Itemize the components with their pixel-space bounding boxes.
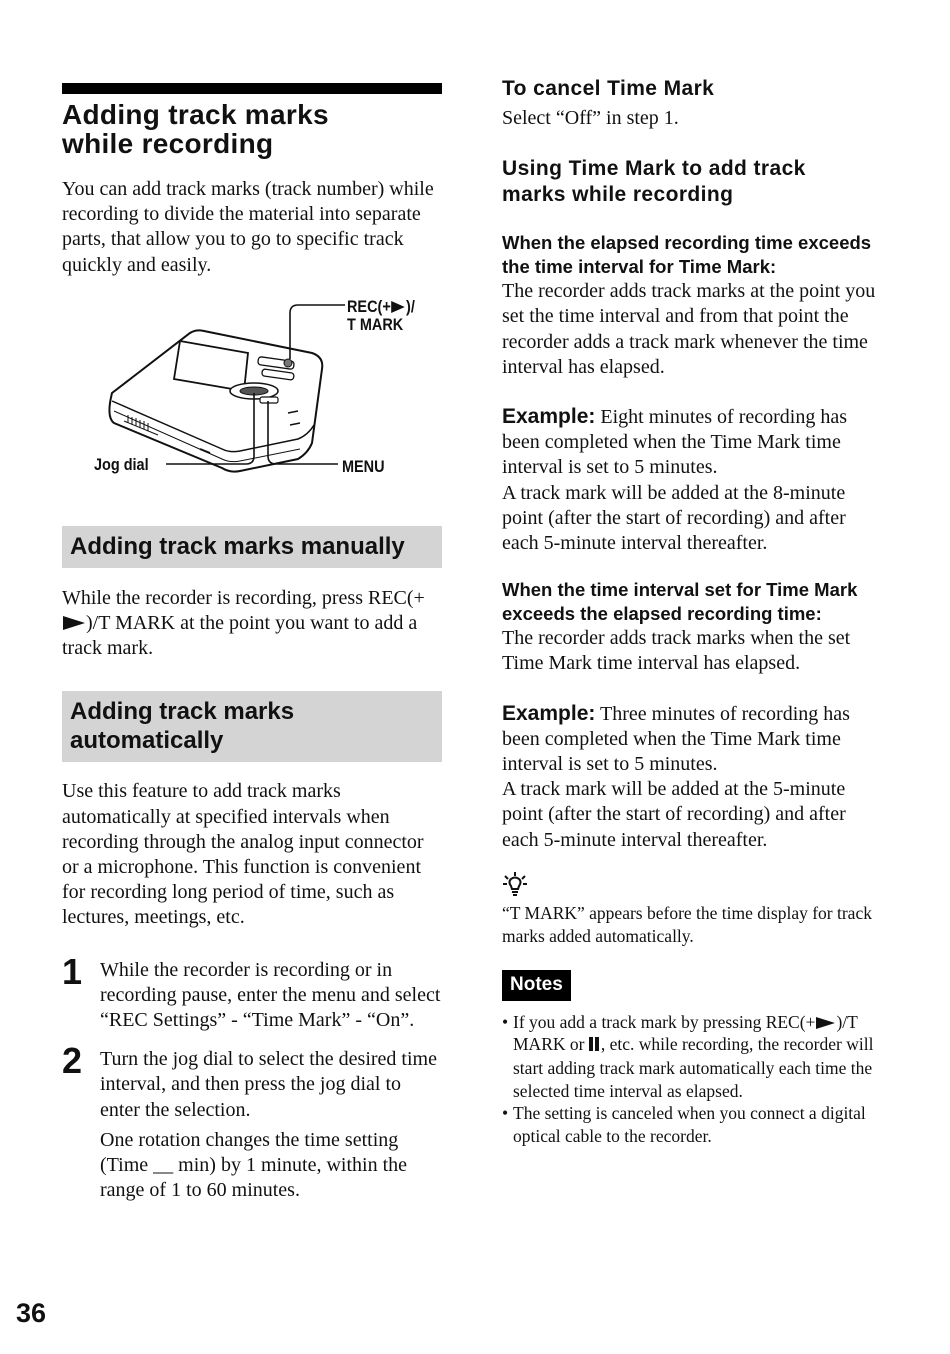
manual-section-header <box>62 526 442 568</box>
example-label: Example: <box>502 701 596 725</box>
tip-block <box>502 871 887 948</box>
tip-text: “T MARK” appears before the time display for track marks added automatically. <box>502 902 872 946</box>
rec-tmark-label <box>347 298 415 334</box>
play-icon <box>816 1017 835 1029</box>
auto-heading <box>70 697 434 755</box>
case1-example <box>502 404 887 556</box>
step-extra-text: One rotation changes the time setting (Time __ min) by 1 minute, within the range of 1 to 60 minutes. <box>100 1128 408 1202</box>
note-item <box>502 1102 887 1147</box>
case2-example <box>502 701 887 853</box>
step-text: Turn the jog dial to select the desired time interval, and then press the jog dial to enter the selection. <box>100 1048 437 1121</box>
note-item <box>502 1011 887 1102</box>
step-number: 1 <box>62 950 83 992</box>
tmark-label: T MARK <box>347 314 404 334</box>
example-text: Eight minutes of recording has been completed when the Time Mark time interval is set to 5 minutes. <box>502 406 847 479</box>
manual-heading: Adding track marks manually <box>70 532 405 560</box>
example-text-2: A track mark will be added at the 8-minute point (after the start of recording) and after each 5-minute interval thereafter. <box>502 481 846 555</box>
using-heading-line2: marks while recording <box>502 183 734 207</box>
jog-dial-label: Jog dial <box>94 454 149 474</box>
auto-heading-line1: Adding track marks <box>70 698 295 726</box>
auto-heading-line2: automatically <box>70 727 224 755</box>
case1-heading: When the elapsed recording time exceeds the time interval for Time Mark: <box>502 232 872 278</box>
example-text: Three minutes of recording has been completed when the Time Mark time interval is set to 5 minutes. <box>502 702 850 776</box>
notes-block <box>502 970 887 1148</box>
rec-label-part2: )/ <box>406 296 415 316</box>
case1-text: The recorder adds track marks at the point you set the time interval and from that point the recorder adds a track mark whenever the time interval has elapsed. <box>502 280 876 378</box>
page-title-line2: while recording <box>62 128 274 159</box>
using-heading <box>502 156 887 208</box>
note-text-part2: )/T MARK or <box>513 1011 858 1055</box>
manual-text-part2: )/T MARK at the point you want to add a track mark. <box>62 612 418 660</box>
intro-paragraph: You can add track marks (track number) while recording to divide the material into separate parts, that allow you to go to specific track quickly and easily. <box>62 178 434 276</box>
note-text-part1: The setting is canceled when you connect a digital optical cable to the recorder. <box>513 1103 866 1146</box>
auto-section-header <box>62 691 442 762</box>
title-rule <box>62 83 442 94</box>
note-text-part3: , etc. while recording, the recorder will start adding track mark automatically each time the selected time interval as elapsed. <box>513 1034 874 1101</box>
using-heading-line1: Using Time Mark to add track <box>502 157 806 181</box>
page-title-line1: Adding track marks <box>62 99 329 130</box>
note-text-part1: If you add a track mark by pressing REC(+ <box>513 1011 816 1032</box>
play-icon <box>392 301 406 313</box>
pause-icon <box>589 1034 601 1057</box>
step-text: While the recorder is recording or in recording pause, enter the menu and select “REC Settings” - “Time Mark” - “On”. <box>100 958 441 1032</box>
example-text-2: A track mark will be added at the 5-minute point (after the start of recording) and after each 5-minute interval thereafter. <box>502 778 846 851</box>
bullet-icon: • <box>502 1011 509 1032</box>
manual-text-part1: While the recorder is recording, press REC(+ <box>62 586 425 609</box>
auto-intro: Use this feature to add track marks automatically at specified intervals when recording through the analog input connector or a microphone. This function is convenient for recording long period of time, such as lectures, meetings, etc. <box>62 780 424 929</box>
cancel-heading: To cancel Time Mark <box>502 77 715 100</box>
page-number: 36 <box>16 1298 47 1328</box>
left-column <box>62 83 442 1203</box>
step-number: 2 <box>62 1040 83 1082</box>
example-label: Example: <box>502 405 596 429</box>
cancel-text: Select “Off” in step 1. <box>502 107 679 129</box>
notes-list <box>502 1011 887 1148</box>
bullet-icon: • <box>502 1103 509 1124</box>
notes-label: Notes <box>502 970 571 1001</box>
case2-heading: When the time interval set for Time Mark exceeds the elapsed recording time: <box>502 579 858 625</box>
rec-label-part1: REC(+ <box>347 296 391 316</box>
step-1 <box>62 950 442 1034</box>
play-icon <box>63 616 85 630</box>
right-column <box>502 76 887 1147</box>
recorder-illustration <box>62 293 442 493</box>
step-2 <box>62 1040 442 1203</box>
page-title <box>62 100 442 158</box>
case2-text: The recorder adds track marks when the set Time Mark time interval has elapsed. <box>502 627 851 675</box>
lightbulb-icon <box>502 871 528 897</box>
menu-label: MENU <box>342 456 385 476</box>
manual-paragraph <box>62 586 442 662</box>
